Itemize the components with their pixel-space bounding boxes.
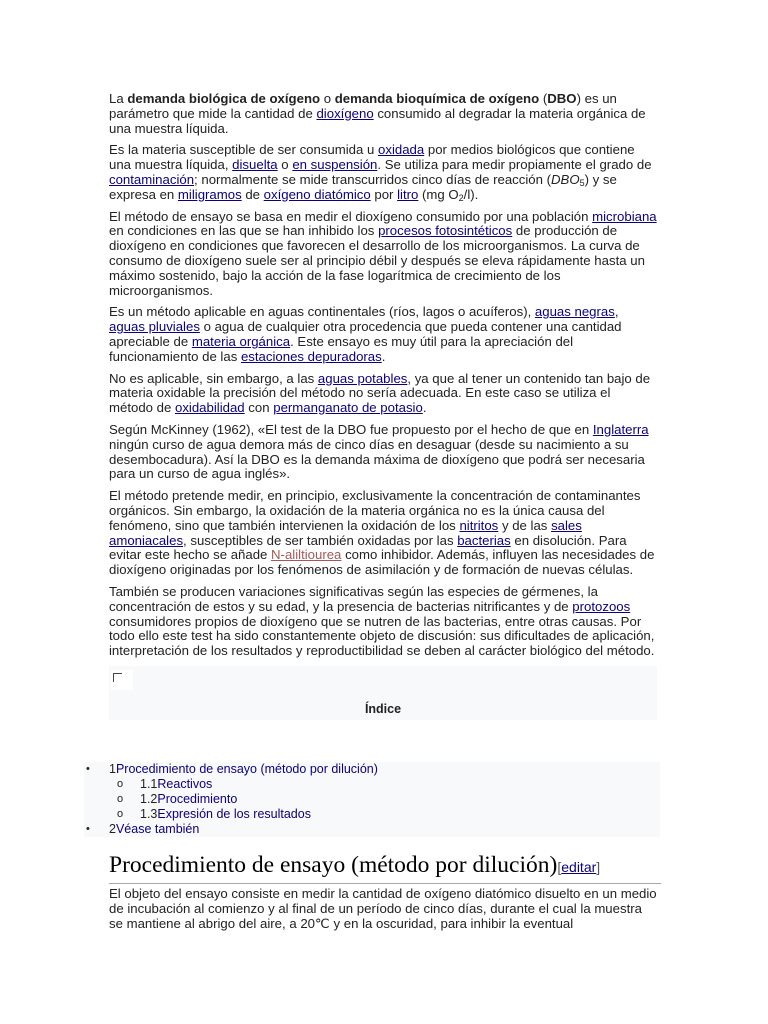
link-miligramos[interactable]: miligramos xyxy=(177,186,242,202)
text: . Se utiliza para medir propiamente el grado de xyxy=(377,157,652,173)
paragraph-8 xyxy=(109,585,657,659)
toc-link[interactable]: Procedimiento xyxy=(157,792,238,806)
paragraph-5 xyxy=(109,372,657,416)
toc-link[interactable]: Procedimiento de ensayo (método por dilución) xyxy=(115,762,378,776)
text: El método de ensayo se basa en medir el dioxígeno consumido por una población xyxy=(109,208,593,224)
dbo-italic: DBO xyxy=(551,171,580,187)
text: o agua de cualquier otra procedencia que pueda contener una cantidad apreciable de xyxy=(109,319,622,349)
toc-item[interactable] xyxy=(84,762,660,777)
toc-item[interactable] xyxy=(84,807,660,822)
text: consumido al degradar la materia orgánica de una muestra líquida. xyxy=(109,105,646,136)
text: También se producen variaciones significativas según las especies de gérmenes, la concentración de estos y su edad, y la presencia de bacterias nitrificantes y de xyxy=(109,583,598,614)
term-bold: DBO xyxy=(547,91,577,106)
text: . Este ensayo es muy útil para la apreciación del funcionamiento de las xyxy=(109,333,574,364)
link-microbiana[interactable]: microbiana xyxy=(592,208,657,224)
text: en disolución. Para evitar este hecho se añade xyxy=(109,532,627,563)
toc-list xyxy=(84,762,660,837)
text: Según McKinney (1962), «El test de la DBO fue propuesto por el hecho de que en xyxy=(109,421,593,437)
section-heading-text: Procedimiento de ensayo (método por dilución) xyxy=(109,852,558,878)
toc-number: 2 xyxy=(109,822,116,836)
edit-section xyxy=(557,859,600,875)
link-dioxigeno[interactable]: dioxígeno xyxy=(316,105,374,121)
subscript: 2 xyxy=(458,192,464,203)
text: ; normalmente se mide transcurridos cinco días de reacción ( xyxy=(194,171,551,187)
paragraph-2 xyxy=(109,143,657,202)
text: La xyxy=(109,91,128,106)
text: . xyxy=(381,348,386,364)
paragraph-3 xyxy=(109,210,657,299)
subscript: 5 xyxy=(579,177,585,188)
text: ningún curso de agua demora más de cinco días en desaguar (desde su nacimiento a su desembocadura). Así la DBO es la demanda máxima de dioxígeno que podrá ser necesaria para un curso de agua inglés». xyxy=(109,436,645,482)
bullet-icon: • xyxy=(86,763,90,775)
link-oxidabilidad[interactable]: oxidabilidad xyxy=(174,400,245,416)
toc-link[interactable]: Reactivos xyxy=(157,777,213,791)
text: El objeto del ensayo consiste en medir la cantidad de oxígeno diatómico disuelto en un medio de incubación al comienzo y al final de un período de cinco días, durante el cual la muestra se mantiene al abrigo del aire, a 20℃ y en la oscuridad, para inhibir la eventual xyxy=(109,886,657,931)
section-heading xyxy=(109,850,661,884)
text: ) y se expresa en xyxy=(109,171,617,202)
toc-item[interactable] xyxy=(84,777,660,792)
link-aguas-negras[interactable]: aguas negras xyxy=(534,304,615,320)
text: y de las xyxy=(498,517,552,533)
link-n-aliltiourea[interactable]: N-aliltiourea xyxy=(271,547,342,563)
article-body xyxy=(109,92,657,720)
text: (mg O xyxy=(418,186,459,202)
bullet-icon: o xyxy=(117,808,124,820)
link-aguas-pluviales[interactable]: aguas pluviales xyxy=(109,319,200,335)
paragraph-6 xyxy=(109,423,657,482)
text: . xyxy=(422,400,427,416)
text: o xyxy=(320,91,335,106)
text: por medios biológicos que contiene una muestra líquida, xyxy=(109,142,635,173)
link-procesos-fotosinteticos[interactable]: procesos fotosintéticos xyxy=(378,223,513,239)
text: en condiciones en las que se han inhibido los xyxy=(109,223,379,239)
link-materia-organica[interactable]: materia orgánica xyxy=(191,333,291,349)
toc-number: 1 xyxy=(109,762,116,776)
toc-item[interactable] xyxy=(84,792,660,807)
link-estaciones-depuradoras[interactable]: estaciones depuradoras xyxy=(240,348,382,364)
text: o xyxy=(277,157,293,173)
text: de producción de dioxígeno en condiciones que favorecen el desarrollo de los microorganismos. La curva de consumo de dioxígeno suele ser al principio débil y después se eleva rápidamente hasta un máximo sostenido, bajo la acción de la fase logarítmica de crecimiento de los microorganismos. xyxy=(109,223,645,298)
bullet-icon: • xyxy=(86,823,90,835)
link-en-suspension[interactable]: en suspensión xyxy=(292,157,378,173)
text: por xyxy=(370,186,398,202)
link-contaminacion[interactable]: contaminación xyxy=(109,171,195,187)
toc-number: 1.2 xyxy=(140,792,158,806)
text: El método pretende medir, en principio, exclusivamente la concentración de contaminantes orgánicos. Sin embargo, la oxidación de la materia orgánica no es la única causa del fenómeno, sino que también intervienen la oxidación de los xyxy=(109,488,641,533)
link-oxigeno-diatomico[interactable]: oxígeno diatómico xyxy=(263,186,371,202)
toc-link[interactable]: Expresión de los resultados xyxy=(157,807,311,821)
toc-number: 1.1 xyxy=(140,777,158,791)
link-nitritos[interactable]: nitritos xyxy=(459,517,499,533)
checkbox-icon xyxy=(113,673,122,682)
bullet-icon: o xyxy=(117,778,124,790)
paragraph-4 xyxy=(109,305,657,364)
paragraph-7 xyxy=(109,489,657,578)
text: , ya que al tener un contenido tan bajo de materia oxidable la precisión del método no sería adecuada. En este caso se utiliza el método de xyxy=(109,370,651,416)
bracket: ] xyxy=(596,859,601,875)
text: /l). xyxy=(463,186,479,202)
toc-toggle-checkbox[interactable] xyxy=(111,670,133,690)
toc-link[interactable]: Véase también xyxy=(115,822,200,836)
text: ) es un parámetro que mide la cantidad de xyxy=(109,91,617,121)
link-disuelta[interactable]: disuelta xyxy=(232,157,278,173)
link-permanganato-de-potasio[interactable]: permanganato de potasio xyxy=(273,400,423,416)
text: de xyxy=(241,186,264,202)
text: Es un método aplicable en aguas continentales (ríos, lagos o acuíferos), xyxy=(109,304,535,320)
text: consumidores propios de dioxígeno que se nutren de las bacterias, entre otras causas. Por todo ello este test ha sido constantemente objeto de discusión: sus dificultades de aplicación, interpretación de los resultados y reproductibilidad se deben al carácter biológico del método. xyxy=(109,613,655,659)
link-sales-amoniacales[interactable]: sales amoniacales xyxy=(109,517,582,548)
link-protozoos[interactable]: protozoos xyxy=(572,598,631,614)
bracket: [ xyxy=(557,859,562,875)
term-bold: demanda biológica de oxígeno xyxy=(127,91,321,106)
toc-header xyxy=(109,666,657,720)
text: No es aplicable, sin embargo, a las xyxy=(109,370,318,386)
toc-number: 1.3 xyxy=(140,807,158,821)
link-aguas-potables[interactable]: aguas potables xyxy=(317,370,408,386)
link-oxidada[interactable]: oxidada xyxy=(378,142,425,158)
intro-paragraph xyxy=(109,92,657,136)
bullet-icon: o xyxy=(117,793,124,805)
link-bacterias[interactable]: bacterias xyxy=(457,532,511,548)
text: , susceptibles de ser también oxidadas por las xyxy=(183,532,458,548)
toc-item[interactable] xyxy=(84,822,660,837)
edit-link[interactable]: editar xyxy=(561,859,597,875)
link-inglaterra[interactable]: Inglaterra xyxy=(592,421,649,437)
text: Es la materia susceptible de ser consumida u xyxy=(109,142,379,158)
text: con xyxy=(244,400,274,416)
text: , xyxy=(614,304,619,320)
link-litro[interactable]: litro xyxy=(397,186,419,202)
text: como inhibidor. Además, influyen las necesidades de dioxígeno originadas por los fenómenos de asimilación y de formación de nuevas células. xyxy=(109,547,655,578)
toc-title: Índice xyxy=(364,701,402,716)
paragraph-9 xyxy=(109,887,657,931)
term-bold: demanda bioquímica de oxígeno xyxy=(334,91,540,106)
text: ( xyxy=(539,91,548,106)
